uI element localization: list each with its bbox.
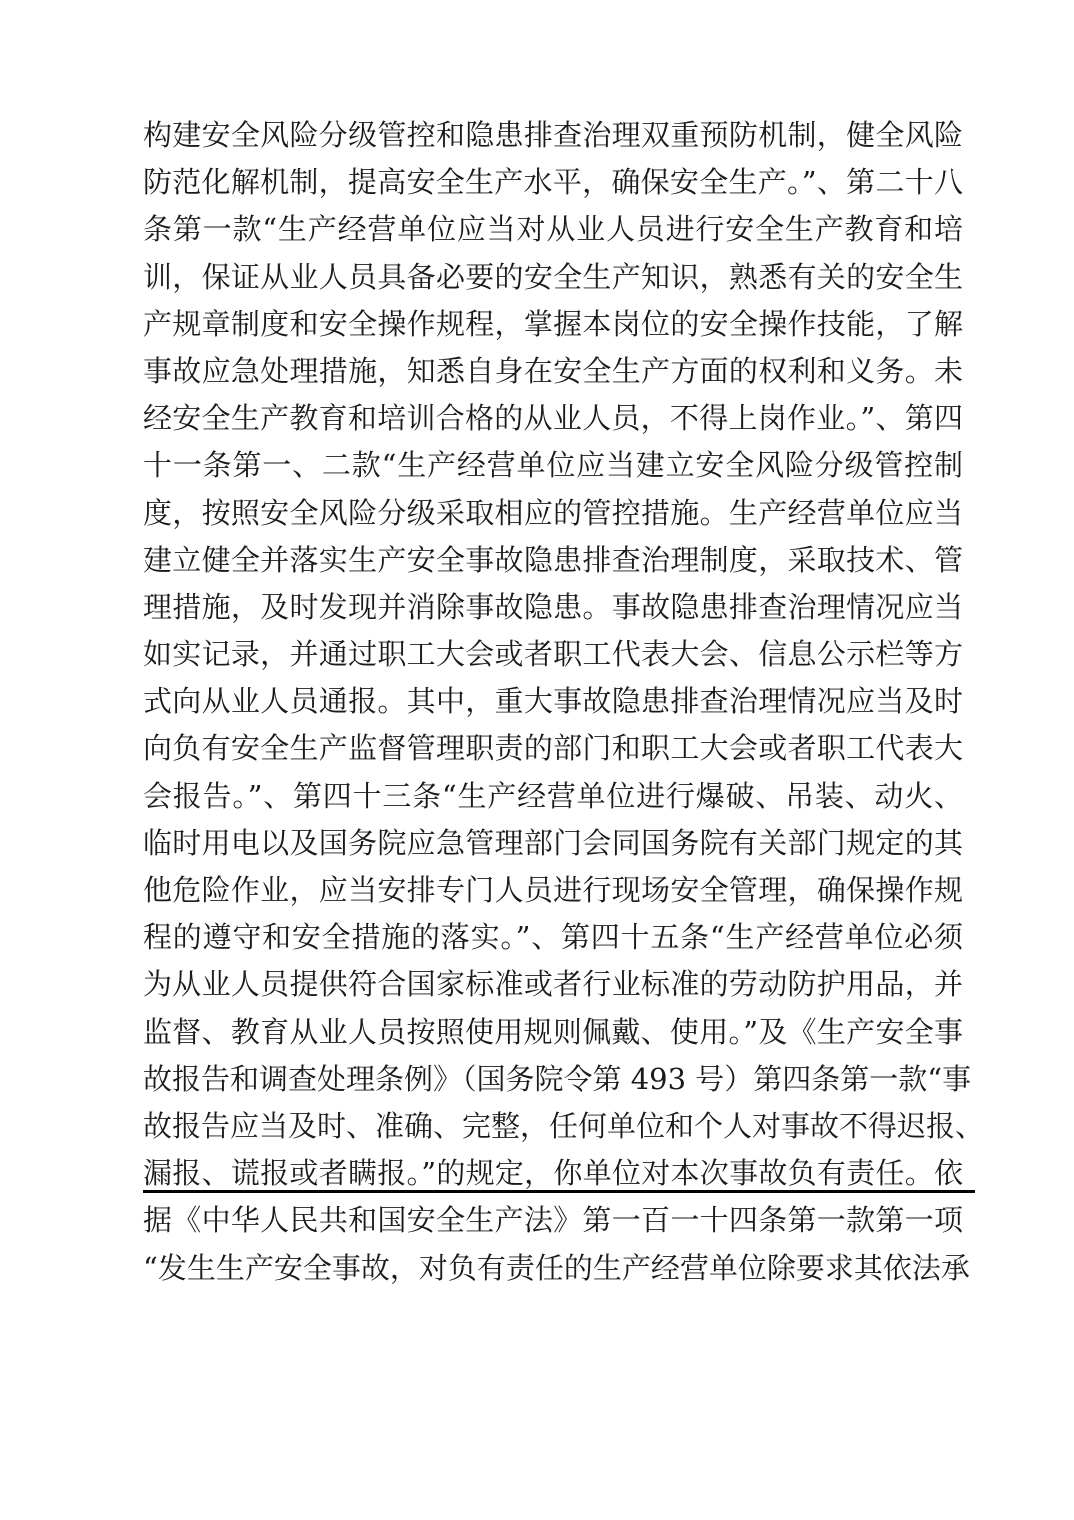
text-line-3: 条第一款“生产经营单位应当对从业人员进行安全生产教育和培	[143, 212, 963, 247]
body-text	[143, 112, 985, 1292]
bottom-rule	[143, 1190, 975, 1193]
text-line-16: 临时用电以及国务院应急管理部门会同国务院有关部门规定的其	[143, 825, 963, 860]
text-line-1: 构建安全风险分级管控和隐患排查治理双重预防机制，健全风险	[143, 118, 963, 152]
text-line-12: 如实记录，并通过职工大会或者职工代表大会、信息公示栏等方	[143, 637, 963, 672]
text-line-2: 防范化解机制，提高安全生产水平，确保安全生产。”、第二十八	[143, 165, 963, 200]
text-line-17: 他危险作业，应当安排专门人员进行现场安全管理，确保操作规	[143, 873, 963, 907]
text-line-4: 训，保证从业人员具备必要的安全生产知识，熟悉有关的安全生	[143, 259, 963, 294]
text-line-15: 会报告。”、第四十三条“生产经营单位进行爆破、吊装、动火、	[143, 778, 963, 813]
text-line-7: 经安全生产教育和培训合格的从业人员，不得上岗作业。”、第四	[143, 401, 963, 436]
text-line-18: 程的遵守和安全措施的落实。”、第四十五条“生产经营单位必须	[143, 920, 963, 955]
text-line-8: 十一条第一、二款“生产经营单位应当建立安全风险分级管控制	[143, 448, 963, 483]
text-line-13: 式向从业人员通报。其中，重大事故隐患排查治理情况应当及时	[143, 684, 963, 719]
text-line-21: 故报告和调查处理条例》（国务院令第 493 号）第四条第一款“事	[143, 1061, 972, 1096]
text-line-10: 建立健全并落实生产安全事故隐患排查治理制度，采取技术、管	[143, 542, 963, 577]
text-line-5: 产规章制度和安全操作规程，掌握本岗位的安全操作技能，了解	[143, 306, 963, 341]
text-line-23: 漏报、谎报或者瞒报。”的规定，你单位对本次事故负有责任。依	[143, 1156, 963, 1191]
text-line-14: 向负有安全生产监督管理职责的部门和职工大会或者职工代表大	[143, 731, 963, 766]
text-line-9: 度，按照安全风险分级采取相应的管控措施。生产经营单位应当	[143, 495, 963, 530]
text-line-19: 为从业人员提供符合国家标准或者行业标准的劳动防护用品，并	[143, 967, 963, 1002]
text-line-25: “发生生产安全事故，对负有责任的生产经营单位除要求其依法承	[143, 1250, 970, 1285]
text-line-22: 故报告应当及时、准确、完整，任何单位和个人对事故不得迟报、	[143, 1108, 985, 1143]
text-line-6: 事故应急处理措施，知悉自身在安全生产方面的权利和义务。未	[143, 353, 963, 388]
text-line-20: 监督、教育从业人员按照使用规则佩戴、使用。”及《生产安全事	[143, 1014, 963, 1049]
text-line-24: 据《中华人民共和国安全生产法》第一百一十四条第一款第一项	[143, 1203, 963, 1238]
text-line-11: 理措施，及时发现并消除事故隐患。事故隐患排查治理情况应当	[143, 589, 963, 624]
